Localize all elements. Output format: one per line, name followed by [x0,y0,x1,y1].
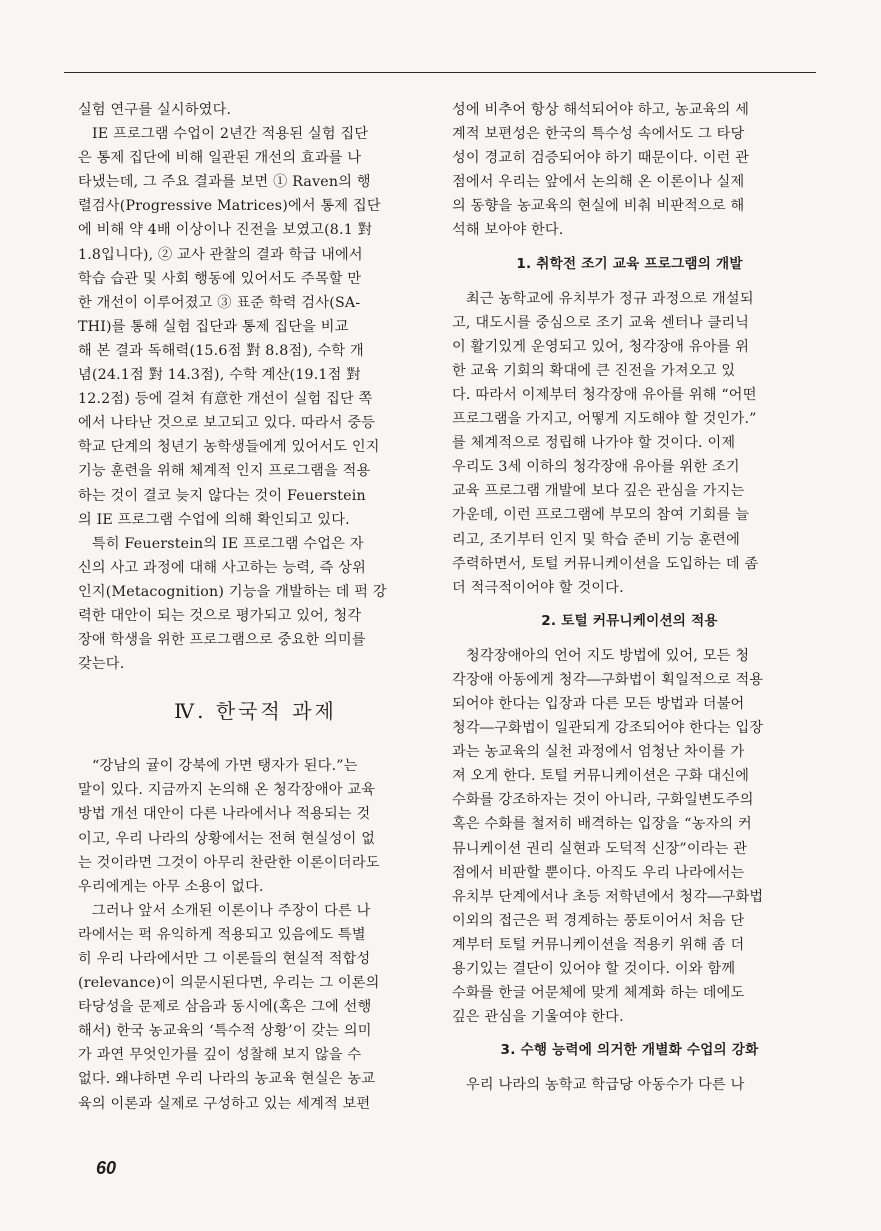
text-line: 우리에게는 아무 소용이 없다. [78,878,264,895]
text-line: 이 활기있게 운영되고 있어, 청각장애 유아를 위 [452,338,750,355]
text-line: 말이 있다. 지금까지 논의해 온 청각장애아 교육 [78,782,376,799]
text-line: “강남의 귤이 강북에 가면 탱자가 된다.”는 [92,758,358,775]
text-line: 석해 보아야 한다. [452,222,564,239]
text-line: 기능 훈련을 위해 체계적 인지 프로그램을 적용 [78,463,371,480]
text-line: 은 통제 집단에 비해 일관된 개선의 효과를 나 [78,150,362,167]
text-line: 인지(Metacognition) 기능을 개발하는 데 퍽 강 [78,583,387,600]
text-line: 라에서는 퍽 유익하게 적용되고 있음에도 특별 [78,926,366,943]
paragraph [78,754,433,899]
text-line: 특히 Feuerstein의 IE 프로그램 수업은 자 [92,535,364,552]
page-number: 60 [96,1158,117,1178]
text-line: 프로그램을 가지고, 어떻게 지도해야 할 것인가.” [452,411,757,428]
text-line: 타냈는데, 그 주요 결과를 보면 ① Raven의 행 [78,174,371,191]
text-line: 청각―구화법이 일관되게 강조되어야 한다는 입장 [452,720,764,737]
paragraph [452,644,807,1030]
text-line: 장애 학생을 위한 프로그램으로 중요한 의미를 [78,632,366,649]
text-line: 수화를 한글 어문체에 맞게 체계화 하는 데에도 [452,985,745,1002]
text-line: 가 과연 무엇인가를 깊이 성찰해 보지 않을 수 [78,1047,362,1064]
section-heading: 3. 수행 능력에 의거한 개별화 수업의 강화 [500,1042,759,1059]
text-line: 더 적극적이어야 할 것이다. [452,579,624,596]
text-line: 깊은 관심을 기울여야 한다. [452,1009,624,1026]
text-line: 그러나 앞서 소개된 이론이나 주장이 다른 나 [92,902,371,919]
text-line: 실험 연구를 실시하였다. [78,102,232,118]
text-line: 한 개선이 이루어졌고 ③ 표준 학력 검사(SA- [78,294,361,311]
text-line: 최근 농학교에 유치부가 정규 과정으로 개설되 [466,290,754,307]
text-line: 를 체계적으로 정립해 나가야 할 것이다. 이제 [452,435,736,452]
text-line: 해 본 결과 독해력(15.6점 對 8.8점), 수학 개 [78,342,364,359]
text-line: 히 우리 나라에서만 그 이론들의 현실적 적합성 [78,951,371,967]
text-line: 의 IE 프로그램 수업에 의해 확인되고 있다. [78,511,350,528]
text-line: 한 교육 기회의 확대에 큰 진전을 가져오고 있 [452,362,736,379]
text-line: 타당성을 문제로 삼음과 동시에(혹은 그에 선행 [78,999,372,1016]
text-line: 갖는다. [78,656,125,673]
text-line: 1.8입니다), ② 교사 관찰의 결과 학급 내에서 [78,246,363,263]
text-line: 의 동향을 농교육의 현실에 비춰 비판적으로 해 [452,198,745,215]
text-line: 없다. 왜냐하면 우리 나라의 농교육 현실은 농교 [78,1071,376,1088]
paragraph [78,98,433,122]
text-line: 뮤니케이션 권리 실현과 도덕적 신장”이라는 관 [452,840,748,857]
text-line: 주력하면서, 토털 커뮤니케이션을 도입하는 데 좀 [452,555,759,572]
text-line: 렬검사(Progressive Matrices)에서 통제 집단 [78,198,381,215]
text-line: 는 것이라면 그것이 아무리 찬란한 이론이더라도 [78,854,380,871]
text-line: 다. 따라서 이제부터 청각장애 유아를 위해 “어떤 [452,386,757,403]
right-column [452,98,807,1097]
text-line: 이고, 우리 나라의 상황에서는 전혀 현실성이 없 [78,830,376,847]
paragraph [452,98,807,243]
paragraph [452,287,807,600]
text-line: 과는 농교육의 실천 과정에서 엄청난 차이를 가 [452,744,745,761]
text-line: 방법 개선 대안이 다른 나라에서나 적용되는 것 [78,806,371,823]
text-line: 념(24.1점 對 14.3점), 수학 계산(19.1점 對 [78,367,361,384]
text-line: 각장애 아동에게 청각―구화법이 획일적으로 적용 [452,671,764,688]
text-line: 12.2점) 등에 걸쳐 有意한 개선이 실험 집단 쪽 [78,391,373,408]
text-line: 에 비해 약 4배 이상이나 진전을 보였고(8.1 對 [78,222,373,239]
text-line: (relevance)이 의문시된다면, 우리는 그 이론의 [78,975,380,992]
text-line: 교육 프로그램 개발에 보다 깊은 관심을 가지는 [452,483,745,500]
text-line: 우리도 3세 이하의 청각장애 유아를 위한 조기 [452,459,740,476]
text-line: 유치부 단계에서나 초등 저학년에서 청각―구화법 [452,888,764,905]
paragraph [78,122,433,532]
text-line: THI)를 통해 실험 집단과 통제 집단을 비교 [78,318,349,335]
text-line: 청각장애아의 언어 지도 방법에 있어, 모든 청 [466,647,750,664]
text-line: 학교 단계의 청년기 농학생들에게 있어서도 인지 [78,439,380,456]
chapter-heading: Ⅳ. 한국적 과제 [174,699,337,724]
section-heading: 1. 취학전 조기 교육 프로그램의 개발 [516,255,743,272]
text-line: IE 프로그램 수업이 2년간 적용된 실험 집단 [92,126,369,143]
paragraph [452,1073,807,1097]
text-line: 고, 대도시를 중심으로 조기 교육 센터나 클리닉 [452,314,750,331]
text-line: 가운데, 이런 프로그램에 부모의 참여 기회를 늘 [452,507,750,524]
text-line: 점에서 비판할 뿐이다. 아직도 우리 나라에서는 [452,864,745,881]
text-line: 계적 보편성은 한국의 특수성 속에서도 그 타당 [452,126,745,143]
left-column [78,98,433,1116]
text-line: 해서) 한국 농교육의 ‘특수적 상황’이 갖는 의미 [78,1023,372,1040]
text-line: 하는 것이 결코 늦지 않다는 것이 Feuerstein [78,487,366,504]
text-line: 에서 나타난 것으로 보고되고 있다. 따라서 중등 [78,415,376,432]
paragraph [78,899,433,1116]
text-line: 수화를 강조하자는 것이 아니라, 구화일변도주의 [452,792,754,809]
text-line: 점에서 우리는 앞에서 논의해 온 이론이나 실제 [452,174,745,191]
text-line: 혹은 수화를 철저히 배격하는 입장을 “농자의 커 [452,816,752,833]
text-line: 되어야 한다는 입장과 다른 모든 방법과 더불어 [452,695,745,712]
text-line: 리고, 조기부터 인지 및 학습 준비 기능 훈련에 [452,531,740,548]
text-line: 계부터 토털 커뮤니케이션을 적용키 위해 좀 더 [452,936,745,953]
text-line: 성에 비추어 항상 해석되어야 하고, 농교육의 세 [452,102,750,118]
text-line: 육의 이론과 실제로 구성하고 있는 세계적 보편 [78,1095,371,1112]
text-line: 우리 나라의 농학교 학급당 아동수가 다른 나 [466,1077,745,1094]
text-line: 학습 습관 및 사회 행동에 있어서도 주목할 만 [78,270,362,287]
text-line: 용기있는 결단이 있어야 할 것이다. 이와 함께 [452,961,736,977]
text-line: 신의 사고 과정에 대해 사고하는 능력, 즉 상위 [78,559,366,576]
text-line: 력한 대안이 되는 것으로 평가되고 있어, 청각 [78,607,362,624]
header-rule [64,72,816,73]
text-line: 성이 경교히 검증되어야 하기 때문이다. 이런 관 [452,150,750,167]
section-heading: 2. 토털 커뮤니케이션의 적용 [541,612,718,629]
text-line: 이외의 접근은 퍽 경계하는 풍토이어서 처음 단 [452,912,745,929]
paragraph [78,532,433,677]
text-line: 져 오게 한다. 토털 커뮤니케이션은 구화 대신에 [452,768,750,785]
